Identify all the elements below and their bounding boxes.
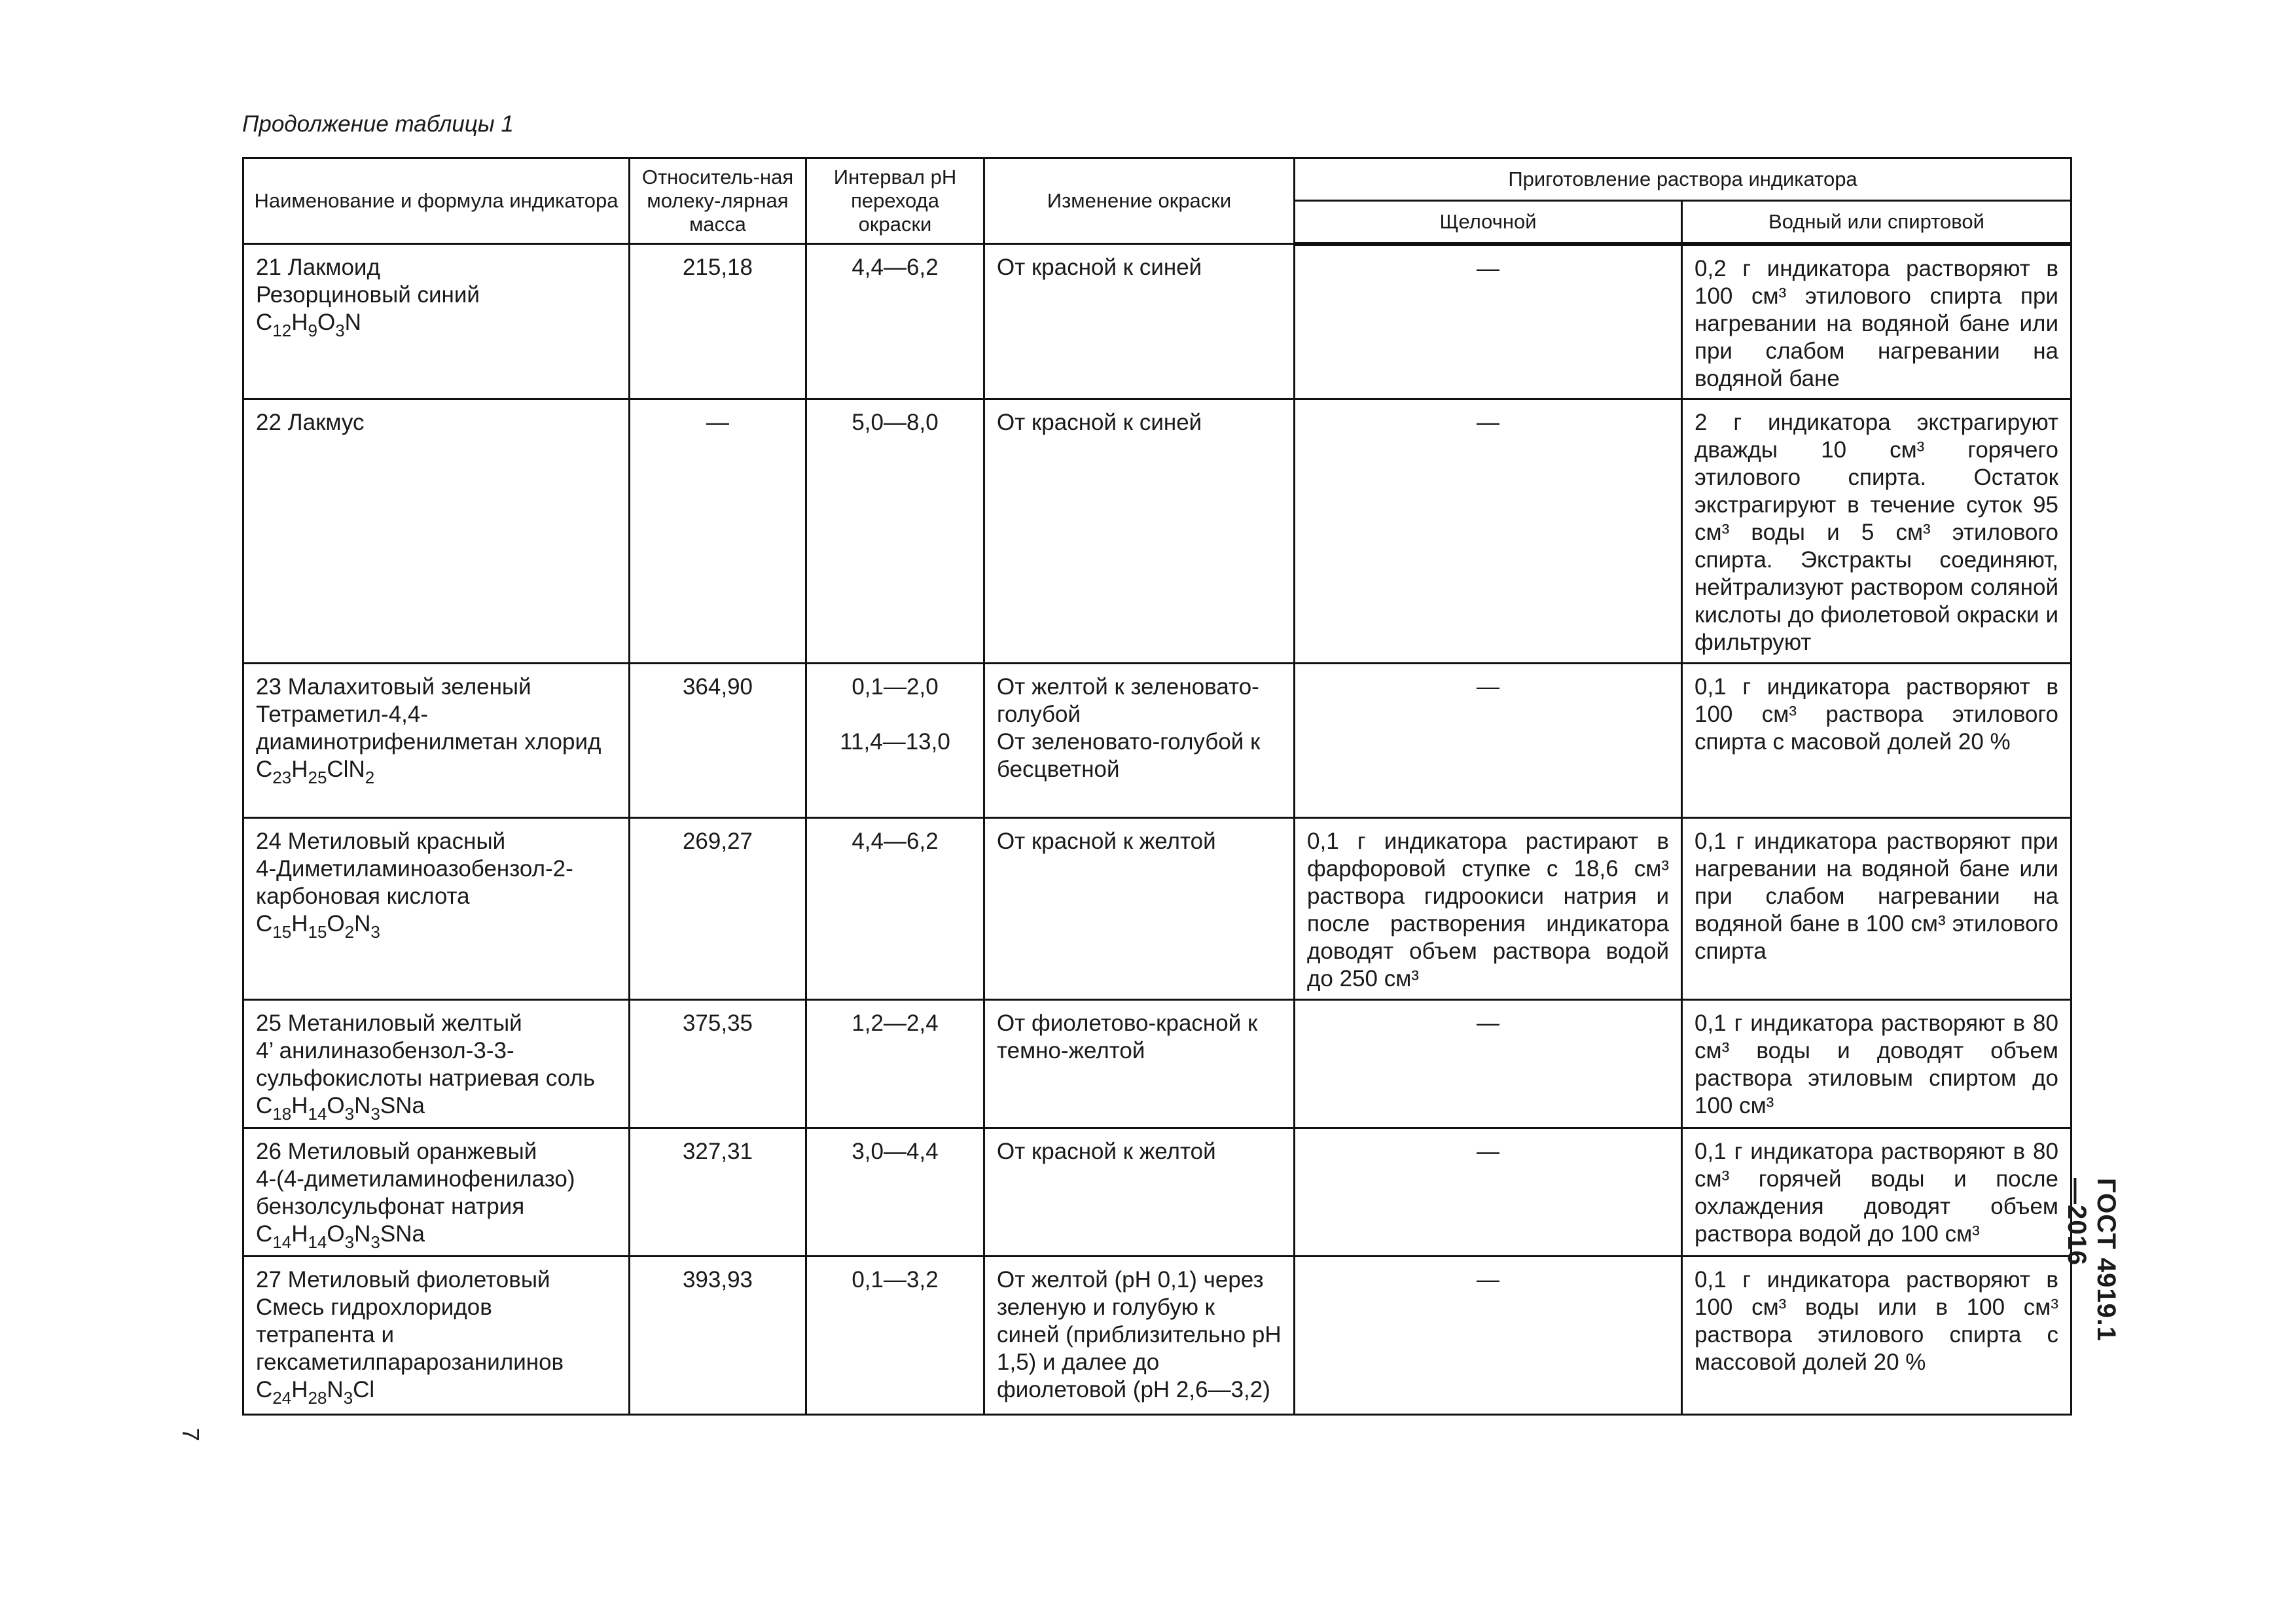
color-change-text: От красной к синей [997,255,1202,280]
header-mass: Относитель-ная молеку-лярная масса [630,158,806,244]
indicator-chem-name: 4’ анилиназобензол-3-3-сульфокислоты натриевая соль [256,1038,596,1091]
molecular-mass: 327,31 [630,1128,806,1257]
header-change: Изменение окраски [984,158,1295,244]
ph-interval-value: 11,4—13,0 [840,729,950,755]
indicator-name-cell [243,1000,630,1128]
indicator-name: 21 Лакмоид [256,255,380,280]
molecular-mass: 364,90 [630,664,806,818]
color-change-text: От желтой к зеленовато-голубой [997,674,1259,727]
indicator-name-cell [243,818,630,1000]
indicator-name: 27 Метиловый фиолетовый [256,1267,550,1293]
indicator-name-cell [243,1128,630,1257]
alkaline-prep: — [1295,664,1682,818]
aqueous-prep: 0,1 г индикатора растворяют в 100 см³ воды или в 100 см³ раствора этилового спирта с массовой долей 20 % [1682,1257,2072,1415]
alkaline-prep: — [1295,1000,1682,1128]
header-alkaline: Щелочной [1295,200,1682,243]
indicator-name: 23 Малахитовый зеленый [256,674,531,700]
molecular-mass: 393,93 [630,1257,806,1415]
molecular-mass: 215,18 [630,244,806,399]
table-row [243,399,2072,664]
molecular-mass: 375,35 [630,1000,806,1128]
color-change [984,664,1295,818]
indicator-formula: $C_{18}H_{14}O_3N_3SNa$ [256,1093,425,1124]
molecular-mass: 269,27 [630,818,806,1000]
ph-interval [806,664,984,818]
ph-interval [806,399,984,664]
indicator-chem-name: 4-(4-диметиламинофенилазо) бензолсульфонат натрия [256,1166,575,1219]
table-caption: Продолжение таблицы 1 [242,111,514,137]
color-change-text: От красной к синей [997,410,1202,435]
indicator-chem-name: 4-Диметиламиноазобензол-2-карбоновая кислота [256,856,573,909]
indicator-formula: $C_{23}H_{25}ClN_2$ [256,757,375,787]
alkaline-prep: 0,1 г индикатора растирают в фарфоровой ступке с 18,6 см³ раствора гидроокиси натрия и после растворения индикатора доводят объем раствора водой до 250 см³ [1295,818,1682,1000]
indicator-name: 26 Метиловый оранжевый [256,1139,537,1164]
indicator-formula: $C_{15}H_{15}O_2N_3$ [256,911,380,942]
aqueous-prep: 0,1 г индикатора растворяют при нагревании на водяной бане или при слабом нагревании на водяной бане в 100 см³ этилового спирта [1682,818,2072,1000]
indicator-name: 24 Метиловый красный [256,829,506,854]
ph-interval-value: 4,4—6,2 [852,829,939,854]
ph-interval [806,244,984,399]
indicator-formula: $C_{14}H_{14}O_3N_3SNa$ [256,1221,425,1252]
header-prep: Приготовление раствора индикатора [1295,158,2072,201]
ph-interval-value: 4,4—6,2 [852,255,939,280]
color-change-text: От зеленовато-голубой к бесцветной [997,729,1261,782]
indicator-name-cell [243,244,630,399]
aqueous-prep: 0,1 г индикатора растворяют в 80 см³ воды и доводят объем раствора этиловым спиртом до 100 см³ [1682,1000,2072,1128]
indicator-name-cell [243,664,630,818]
color-change [984,1000,1295,1128]
ph-interval [806,1000,984,1128]
indicator-name: 22 Лакмус [256,410,365,435]
indicator-chem-name: Смесь гидрохлоридов тетрапента и гексаметилпарарозанилинов [256,1294,564,1375]
alkaline-prep: — [1295,244,1682,399]
header-row [243,158,2072,201]
document-code: ГОСТ 4919.1—2016 [2062,1178,2121,1342]
color-change [984,1257,1295,1415]
color-change [984,399,1295,664]
ph-interval [806,818,984,1000]
page-number: 7 [177,1428,204,1442]
table-row [243,244,2072,399]
indicator-name-cell [243,399,630,664]
ph-interval-value: 0,1—3,2 [852,1267,939,1293]
ph-interval-value: 5,0—8,0 [852,410,939,435]
table-row [243,818,2072,1000]
table-row [243,1257,2072,1415]
header-aqueous: Водный или спиртовой [1682,200,2072,243]
alkaline-prep: — [1295,1128,1682,1257]
color-change-text: От желтой (pH 0,1) через зеленую и голубую к синей (приблизительно pH 1,5) и далее до фиолетовой (pH 2,6—3,2) [997,1267,1282,1402]
ph-interval-value: 1,2—2,4 [852,1010,939,1036]
color-change [984,1128,1295,1257]
color-change [984,244,1295,399]
indicator-table [242,157,2072,1416]
aqueous-prep: 0,1 г индикатора растворяют в 100 см³ раствора этилового спирта с масовой долей 20 % [1682,664,2072,818]
color-change-text: От красной к желтой [997,1139,1216,1164]
aqueous-prep: 2 г индикатора экстрагируют дважды 10 см³ горячего этилового спирта. Остаток экстрагируют в течение суток 95 см³ воды и 5 см³ этилового спирта. Экстракты соединяют, нейтрализуют раствором соляной кислоты до фиолетовой окраски и фильтруют [1682,399,2072,664]
header-name: Наименование и формула индикатора [243,158,630,244]
indicator-name-cell [243,1257,630,1415]
table-row [243,664,2072,818]
indicator-chem-name: Тетраметил-4,4-диаминотрифенилметан хлорид [256,702,601,755]
molecular-mass: — [630,399,806,664]
color-change [984,818,1295,1000]
ph-interval-value: 0,1—2,0 [852,674,939,700]
table-row [243,1128,2072,1257]
ph-interval [806,1128,984,1257]
aqueous-prep: 0,1 г индикатора растворяют в 80 см³ горячей воды и после охлаждения доводят объем раствора водой до 100 см³ [1682,1128,2072,1257]
ph-interval-value: 3,0—4,4 [852,1139,939,1164]
alkaline-prep: — [1295,1257,1682,1415]
ph-interval [806,1257,984,1415]
indicator-formula: $C_{12}H_9O_3N$ [256,310,361,340]
color-change-text: От красной к желтой [997,829,1216,854]
indicator-chem-name: Резорциновый синий [256,282,480,308]
indicator-formula: $C_{24}H_{28}N_3Cl$ [256,1377,375,1408]
color-change-text: От фиолетово-красной к темно-желтой [997,1010,1258,1063]
aqueous-prep: 0,2 г индикатора растворяют в 100 см³ этилового спирта при нагревании на водяной бане или при слабом нагревании на водяной бане [1682,244,2072,399]
table-row [243,1000,2072,1128]
alkaline-prep: — [1295,399,1682,664]
indicator-name: 25 Метаниловый желтый [256,1010,522,1036]
header-ph: Интервал pH перехода окраски [806,158,984,244]
